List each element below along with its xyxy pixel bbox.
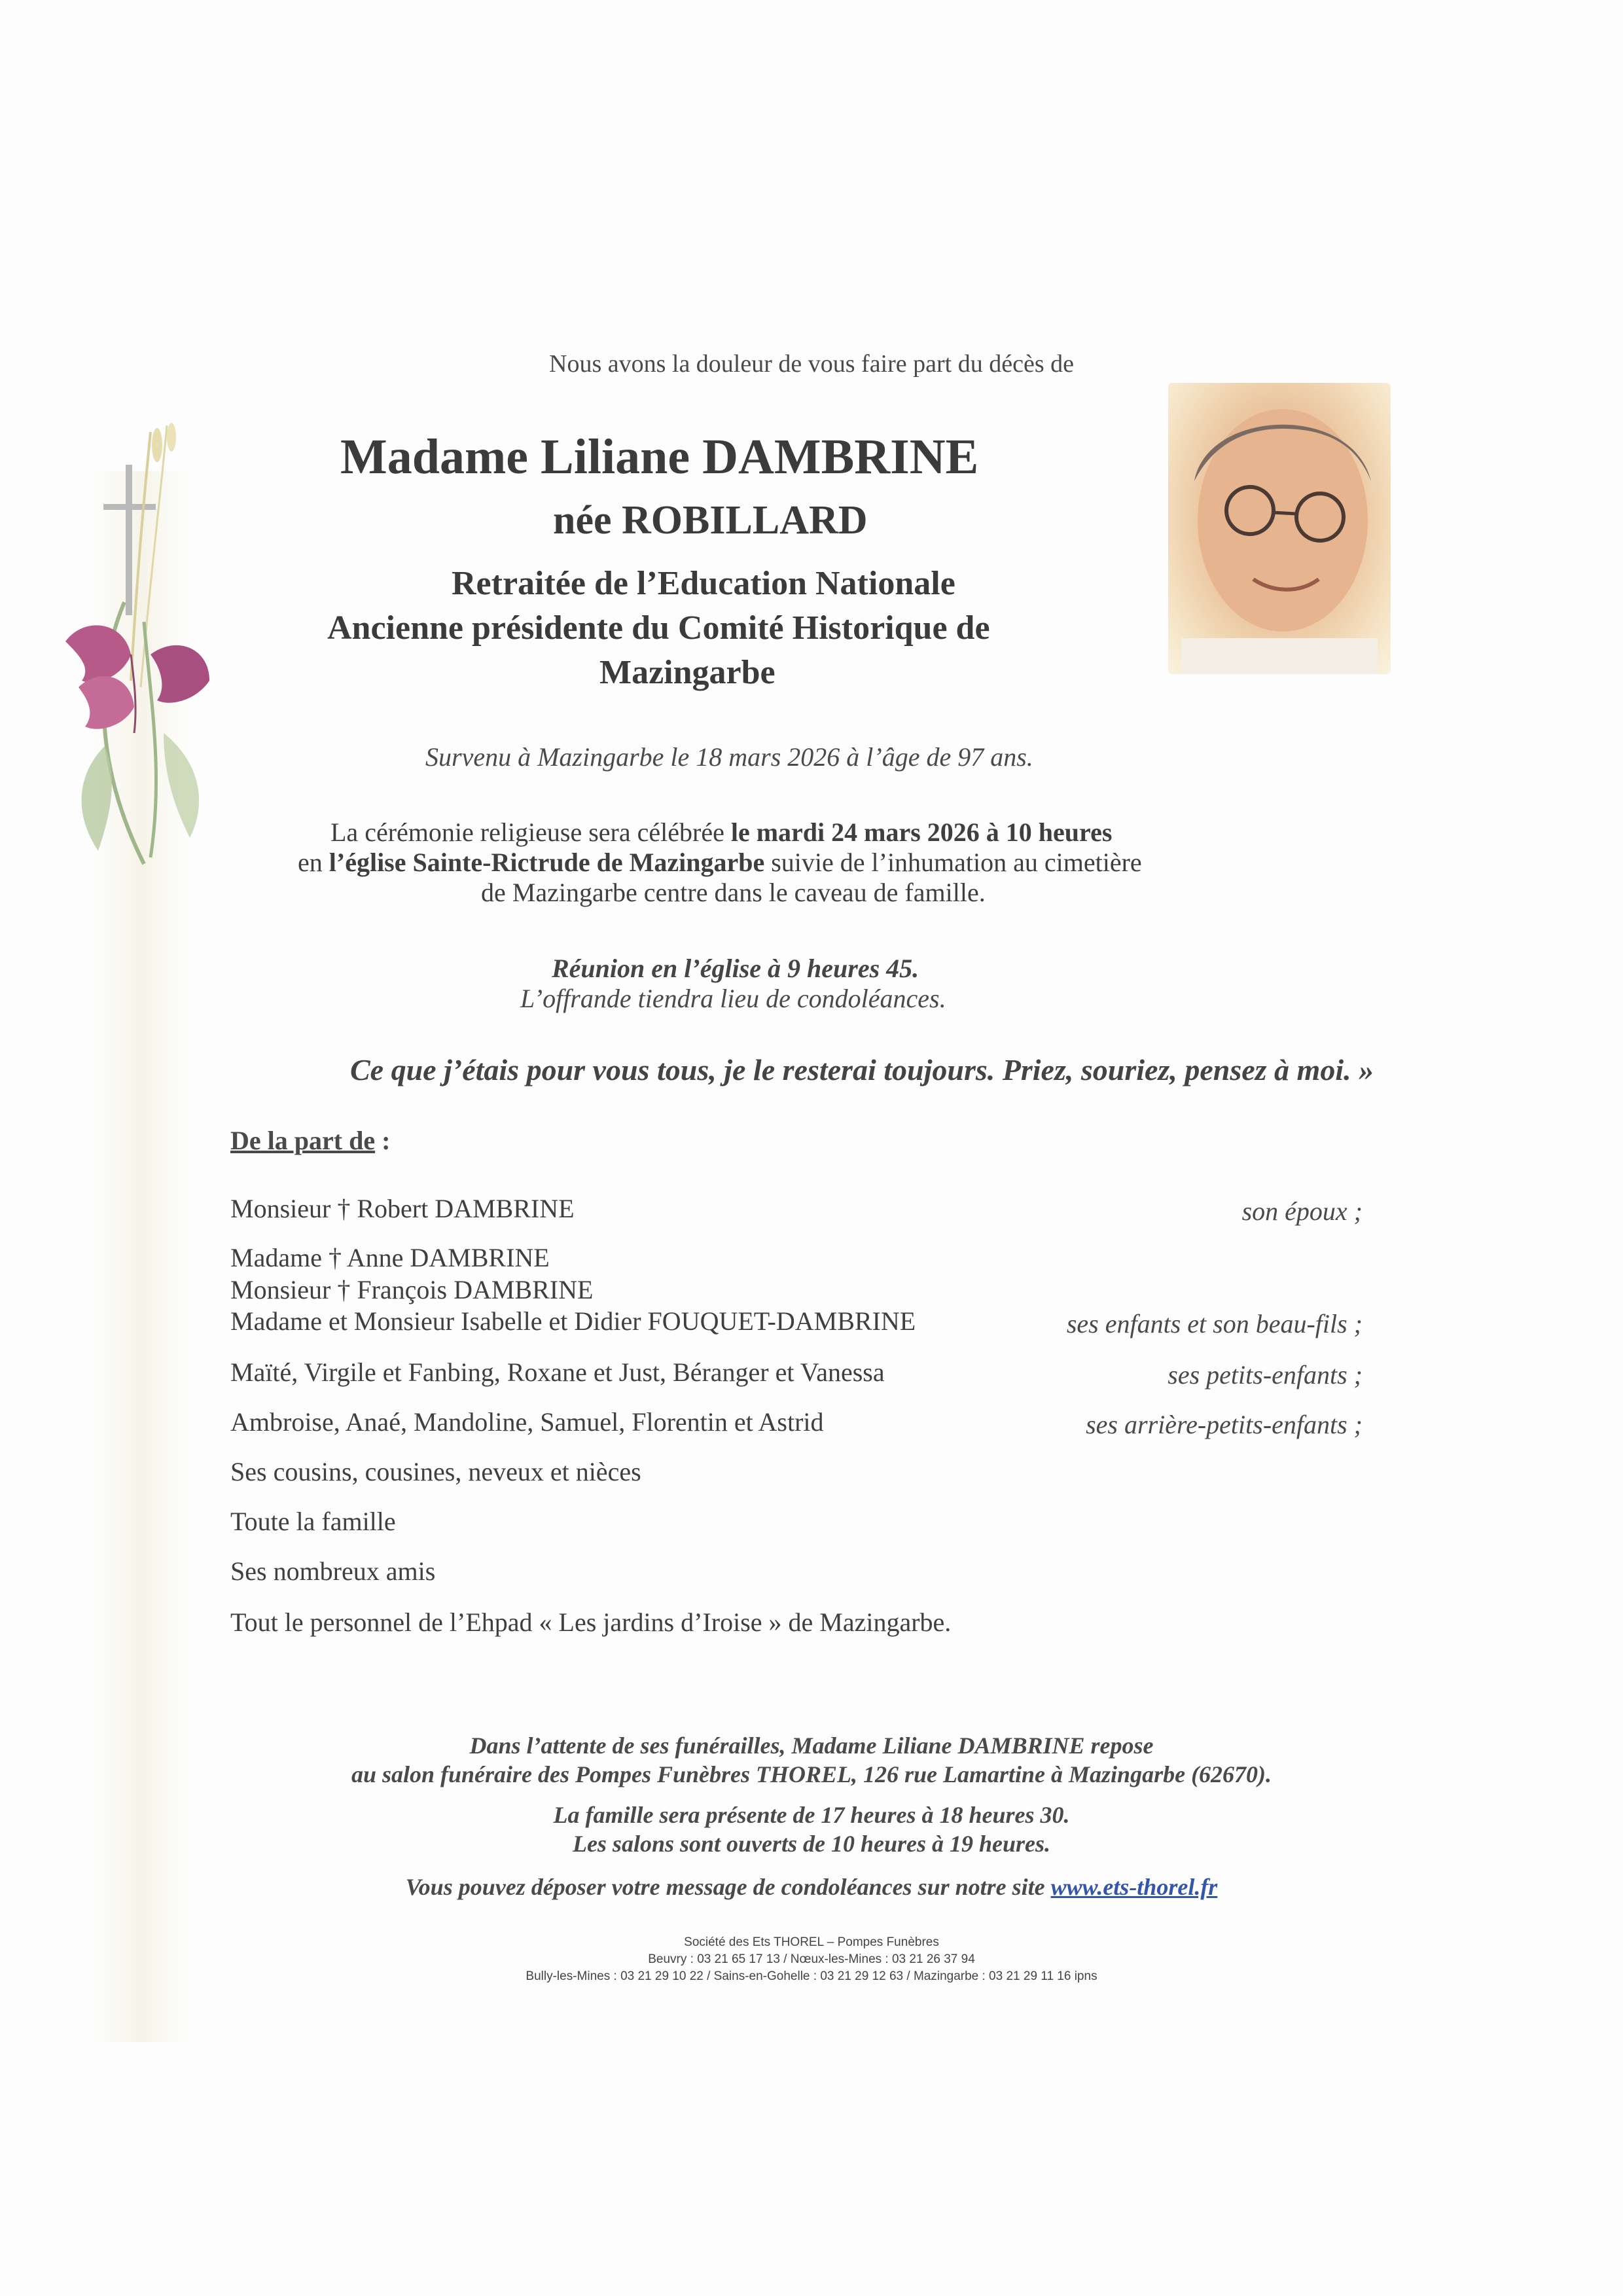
family-row-name: Toute la famille: [230, 1507, 396, 1536]
footer-line-3: La famille sera présente de 17 heures à 18 heures 30.: [553, 1802, 1070, 1828]
website-link[interactable]: www.ets-thorel.fr: [1050, 1874, 1218, 1900]
death-notice: Survenu à Mazingarbe le 18 mars 2026 à l’âge de 97 ans.: [425, 742, 1033, 772]
ceremony-line-1: [330, 817, 1181, 848]
family-row-name: Maïté, Virgile et Fanbing, Roxane et Just, Béranger et Vanessa: [230, 1357, 885, 1387]
deceased-name: Madame Liliane DAMBRINE: [340, 429, 979, 484]
footer-line-1: Dans l’attente de ses funérailles, Madame Liliane DAMBRINE repose: [469, 1732, 1154, 1759]
family-row-relation: son époux ;: [1241, 1196, 1363, 1226]
company-name: Société des Ets THOREL – Pompes Funèbres: [684, 1935, 939, 1949]
footer-condolence-text: Vous pouvez déposer votre message de condoléances sur notre site: [405, 1874, 1051, 1900]
footer-line-4: Les salons sont ouverts de 10 heures à 19 heures.: [572, 1831, 1051, 1857]
ceremony-text-a: La cérémonie religieuse sera célébrée: [330, 817, 731, 847]
intro-text: Nous avons la douleur de vous faire part du décès de: [549, 350, 1074, 378]
family-row-name: Madame et Monsieur Isabelle et Didier FOUQUET-DAMBRINE: [230, 1306, 916, 1336]
ceremony-church: l’église Sainte-Rictrude de Mazingarbe: [329, 848, 765, 877]
family-row-name: Monsieur † François DAMBRINE: [230, 1275, 594, 1304]
family-heading: [230, 1125, 390, 1156]
quote-text: Ce que j’étais pour vous tous, je le resterai toujours. Priez, souriez, pensez à moi. »: [350, 1053, 1374, 1086]
family-row-name: Ambroise, Anaé, Mandoline, Samuel, Florentin et Astrid: [230, 1407, 824, 1437]
family-row-name: Monsieur † Robert DAMBRINE: [230, 1194, 575, 1223]
title-line-2: Ancienne présidente du Comité Historique de: [327, 609, 990, 647]
ceremony-date: le mardi 24 mars 2026 à 10 heures: [730, 817, 1113, 847]
company-phones-2: Bully-les-Mines : 03 21 29 10 22 / Sains-en-Gohelle : 03 21 29 12 63 / Mazingarbe : 03 21 29 11 16 ipns: [526, 1969, 1097, 1983]
family-heading-label: De la part de: [230, 1126, 376, 1155]
family-heading-colon: :: [375, 1126, 391, 1155]
company-phones-1: Beuvry : 03 21 65 17 13 / Nœux-les-Mines : 03 21 26 37 94: [648, 1952, 975, 1966]
ceremony-text-b: en: [298, 848, 329, 877]
family-row-name: Madame † Anne DAMBRINE: [230, 1243, 550, 1272]
family-row-relation: ses petits-enfants ;: [1168, 1360, 1363, 1390]
family-row-name: Ses cousins, cousines, neveux et nièces: [230, 1457, 641, 1486]
footer-line-5: [0, 1873, 1623, 1901]
family-row-relation: ses enfants et son beau-fils ;: [1066, 1309, 1363, 1338]
family-row-name: Tout le personnel de l’Ehpad « Les jardins d’Iroise » de Mazingarbe.: [230, 1607, 952, 1637]
portrait-photo: [1168, 383, 1391, 674]
lily-cross-decoration-icon: [52, 406, 262, 890]
reunion-text: Réunion en l’église à 9 heures 45.: [552, 954, 919, 983]
offrande-text: L’offrande tiendra lieu de condoléances.: [520, 984, 946, 1013]
ceremony-line-3: de Mazingarbe centre dans le caveau de famille.: [481, 878, 986, 907]
title-line-1: Retraitée de l’Education Nationale: [452, 565, 955, 602]
portrait-face-icon: [1168, 383, 1391, 674]
ceremony-text-c: suivie de l’inhumation au cimetière: [764, 848, 1142, 877]
ceremony-line-2: [298, 847, 1214, 878]
maiden-name: née ROBILLARD: [553, 498, 868, 543]
family-row-name: Ses nombreux amis: [230, 1556, 436, 1586]
footer-line-2: au salon funéraire des Pompes Funèbres THOREL, 126 rue Lamartine à Mazingarbe (62670).: [351, 1761, 1272, 1787]
title-line-3: Mazingarbe: [599, 654, 776, 691]
family-row-relation: ses arrière-petits-enfants ;: [1086, 1410, 1363, 1439]
